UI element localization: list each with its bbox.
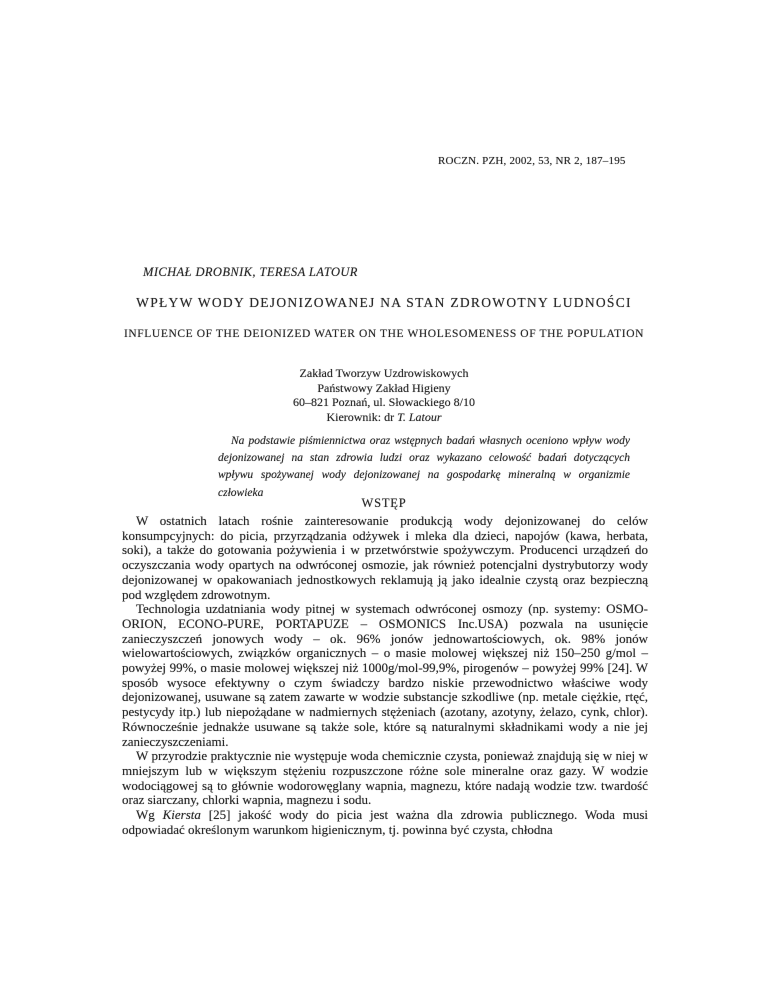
affiliation-institution: Zakład Tworzyw Uzdrowiskowych <box>299 366 469 380</box>
affiliation-head-name: T. Latour <box>397 409 442 424</box>
paragraph-3: W przyrodzie praktycznie nie występuje woda chemicznie czysta, ponieważ znajdują się w niej w mniejszym lub w większym stężeniu rozpuszczone różne sole mineralne oraz gazy. W wodzie wodociągowej są to głównie wodorowęglany wapnia, magnezu, które nadają wodzie tzw. twardość oraz siarczany, chlorki wapnia, magnezu i sodu. <box>122 748 648 808</box>
affiliation-organization: Państwowy Zakład Higieny <box>317 380 451 395</box>
abstract-text: Na podstawie piśmiennictwa oraz wstępnych badań własnych oceniono wpływ wody dejonizowanej na stan zdrowia ludzi oraz wykazano celowość badań dotyczących wpływu spożywanej wody dejonizowanej na gospodarkę mineralną w organizmie człowieka <box>218 435 630 499</box>
paragraph-4-rest: [25] jakość wody do picia jest ważna dla zdrowia publicznego. Woda musi odpowiadać określonym warunkom higienicznym, tj. powinna być czysta, chłodna <box>122 807 648 837</box>
affiliation-head-label: Kierownik: dr <box>326 409 398 424</box>
title-polish: WPŁYW WODY DEJONIZOWANEJ NA STAN ZDROWOTNY LUDNOŚCI <box>136 295 632 310</box>
affiliation-head <box>0 410 768 425</box>
affiliation-block <box>0 366 768 424</box>
paragraph-1: W ostatnich latach rośnie zainteresowanie produkcją wody dejonizowanej do celów konsumpcyjnych: do picia, przyrządzania odżywek i mleka dla dzieci, napojów (kawa, herbata, soki), a także do gotowania pożywienia i w przetwórstwie spożywczym. Producenci urządzeń do oczyszczania wody opartych na odwróconej osmozie, jak również potencjalni dystrybutorzy wody dejonizowanej w opakowaniach jednostkowych reklamują ją jako idealnie czystą oraz bezpieczną pod względem zdrowotnym. <box>122 513 648 602</box>
paragraph-2: Technologia uzdatniania wody pitnej w systemach odwróconej osmozy (np. systemy: OSMO-ORION, ECONO-PURE, PORTAPUZE – OSMONICS Inc.USA) pozwala na usunięcie zanieczyszczeń jonowych wody – ok. 96% jonów jednowartościowych, ok. 98% jonów wielowartościowych, związków organicznych – o masie molowej większej niż 150–250 g/mol – powyżej 99%, o masie molowej większej niż 1000g/mol-99,9%, pirogenów – powyżej 99% [24]. W sposób wysoce efektywny o czym świadczy bardzo niskie przewodnictwo właściwe wody dejonizowanej, usuwane są zatem zawarte w wodzie substancje szkodliwe (np. metale ciężkie, rtęć, pestycydy itp.) lub niepożądane w nadmiernych stężeniach (azotany, azotyny, żelazo, cynk, chlor). Równocześnie jednakże usuwane są także sole, które są naturalnymi składnikami wody a nie jej zanieczyszczeniami. <box>122 601 648 749</box>
cited-author-kiersta: Kiersta <box>162 807 201 823</box>
title-english: INFLUENCE OF THE DEIONIZED WATER ON THE WHOLESOMENESS OF THE POPULATION <box>123 328 645 340</box>
journal-reference: ROCZN. PZH, 2002, 53, NR 2, 187–195 <box>438 155 626 167</box>
section-heading-wstep: WSTĘP <box>361 496 407 510</box>
article-body <box>122 514 648 837</box>
affiliation-address: 60–821 Poznań, ul. Słowackiego 8/10 <box>293 395 475 410</box>
authors-line: MICHAŁ DROBNIK, TERESA LATOUR <box>143 265 358 279</box>
paragraph-4 <box>122 808 648 837</box>
paragraph-4-prefix: Wg <box>136 807 163 823</box>
